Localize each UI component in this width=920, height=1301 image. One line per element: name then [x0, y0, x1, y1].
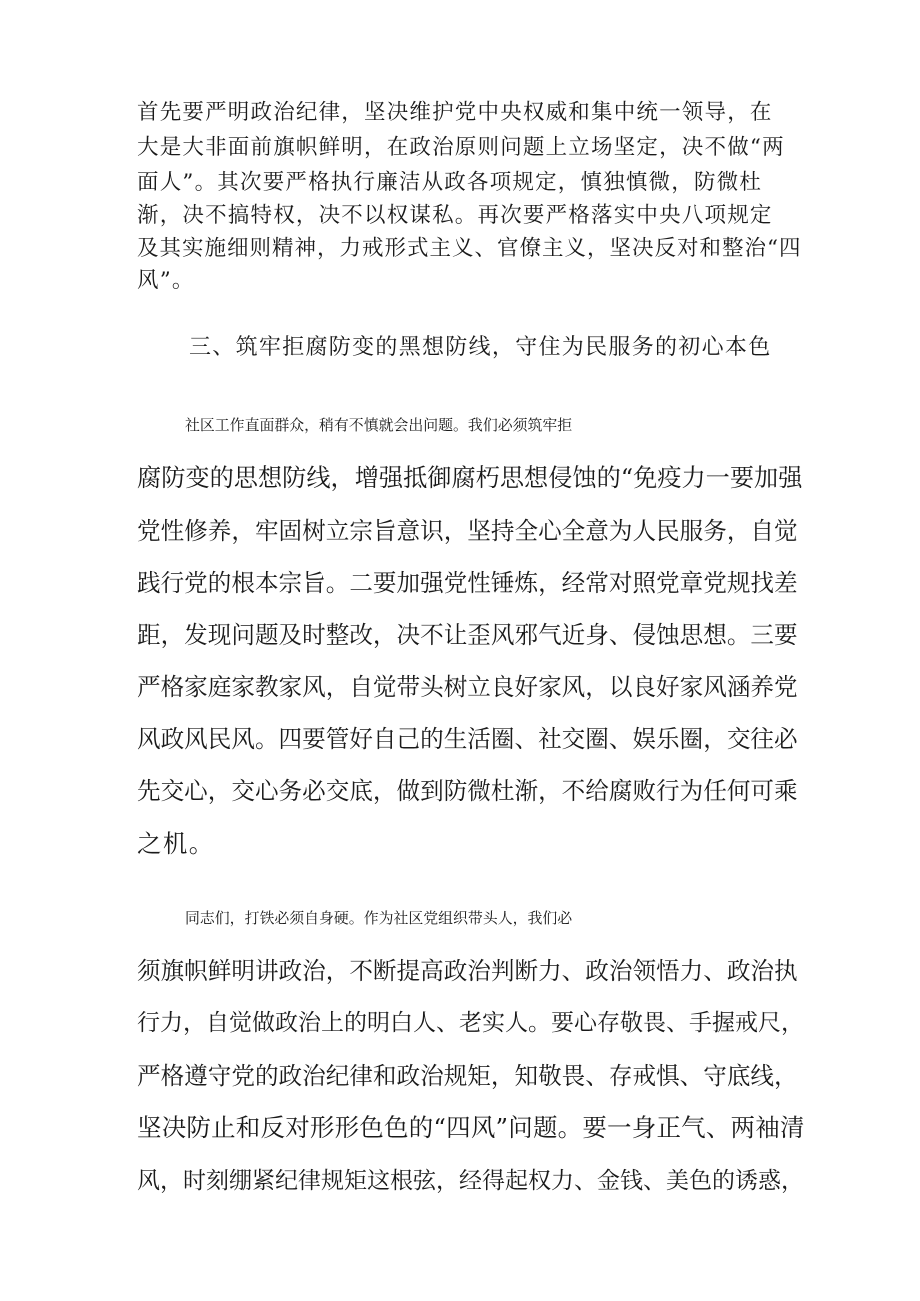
paragraph-line: 严格家庭家教家风，自觉带头树立良好家风，以良好家风涵养党 [137, 673, 798, 701]
paragraph-line: 同志们，打铁必须自身硬。作为社区党组织带头人，我们必 [185, 909, 573, 927]
paragraph-line: 坚决防止和反对形形色色的“四风”问题。要一身正气、两袖清 [137, 1113, 805, 1142]
paragraph-line: 党性修养，牢固树立宗旨意识，坚持全心全意为人民服务，自觉 [137, 517, 798, 545]
paragraph-line: 大是大非面前旗帜鲜明，在政治原则问题上立场坚定，决不做“两 [137, 135, 785, 160]
paragraph-line: 之机。 [137, 829, 215, 858]
paragraph-line: 先交心，交心务必交底，做到防微杜渐，不给腐败行为任何可乘 [137, 777, 798, 805]
paragraph-line: 严格遵守党的政治纪律和政治规矩，知敬畏、存戒惧、守底线， [137, 1062, 798, 1090]
section-heading: 三、筑牢拒腐防变的黑想防线，守住为民服务的初心本色 [189, 335, 772, 360]
paragraph-line: 面人”。其次要严格执行廉洁从政各项规定，慎独慎微，防微杜 [137, 170, 763, 195]
paragraph-line: 风”。 [137, 268, 195, 293]
paragraph-line: 风，时刻绷紧纪律规矩这根弦，经得起权力、金钱、美色的诱惑， [137, 1168, 804, 1194]
paragraph-line: 风政风民风。四要管好自己的生活圈、社交圈、娱乐圈，交往必 [137, 725, 798, 753]
paragraph-line: 行力，自觉做政治上的明白人、老实人。要心存敬畏、手握戒尺， [137, 1010, 804, 1036]
paragraph-line: 渐，决不搞特权，决不以权谋私。再次要严格落实中央八项规定 [137, 203, 773, 228]
paragraph-line: 践行党的根本宗旨。二要加强党性锤炼，经常对照党章党规找差 [137, 569, 798, 597]
paragraph-line: 腐防变的思想防线，增强抵御腐朽思想侵蚀的“免疫力一要加强 [137, 464, 803, 492]
paragraph-line: 社区工作直面群众，稍有不慎就会出问题。我们必须筑牢拒 [185, 416, 573, 434]
paragraph-line: 首先要严明政治纪律，坚决维护党中央权威和集中统一领导，在 [137, 100, 773, 125]
paragraph-line: 须旗帜鲜明讲政治，不断提高政治判断力、政治领悟力、政治执 [137, 957, 798, 985]
paragraph-line: 及其实施细则精神，力戒形式主义、官僚主义，坚决反对和整治“四 [137, 236, 802, 261]
paragraph-line: 距，发现问题及时整改，决不让歪风邪气近身、侵蚀思想。三要 [137, 621, 798, 649]
